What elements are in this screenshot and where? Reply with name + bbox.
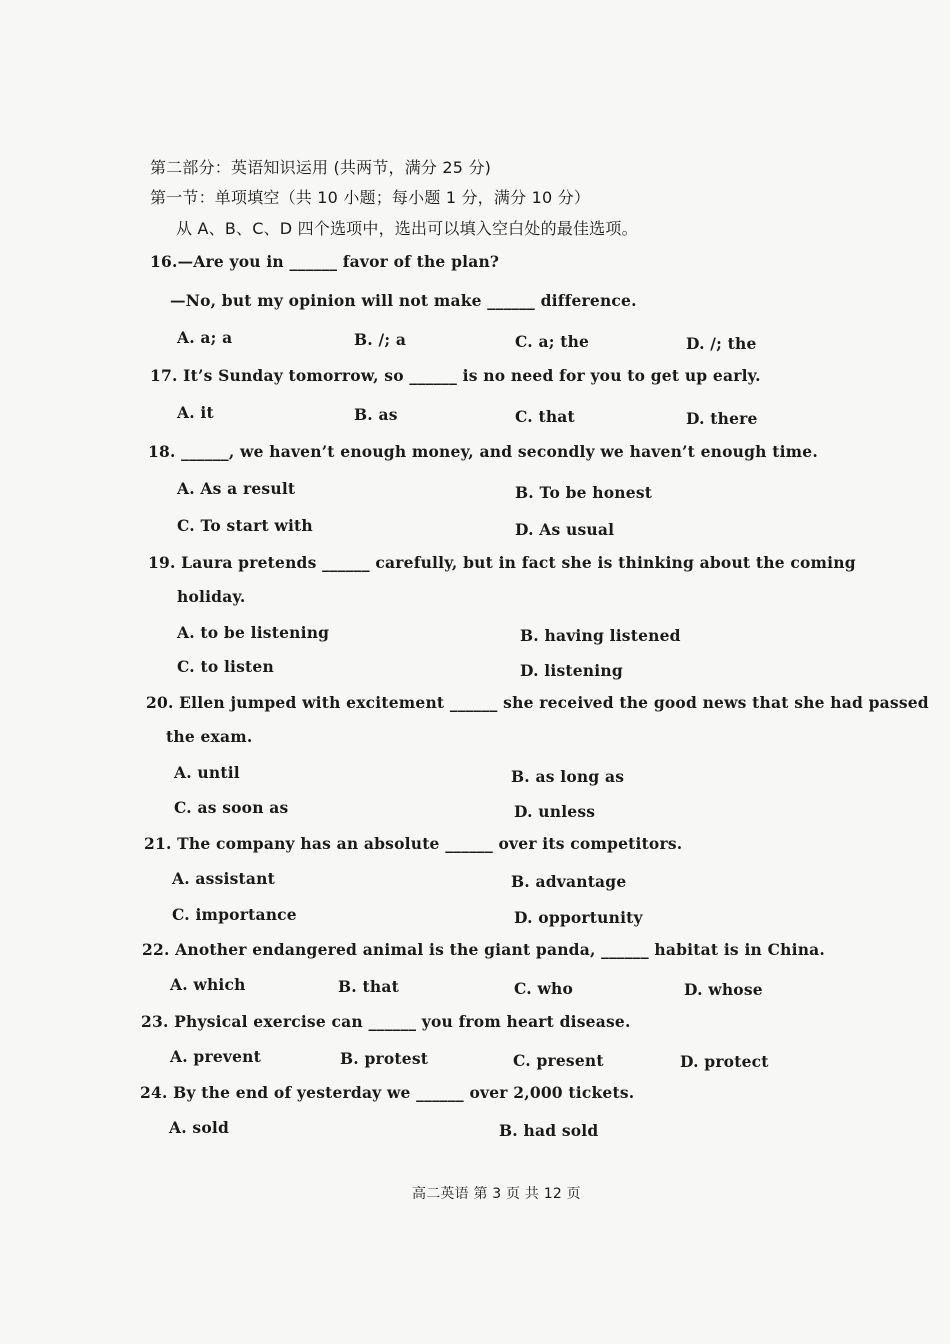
option-b: B. having listened	[520, 626, 681, 645]
option-b: B. had sold	[499, 1121, 599, 1140]
option-c: C. To start with	[177, 516, 313, 535]
option-b: B. that	[338, 977, 399, 996]
question-stem: 18. ______, we haven’t enough money, and secondly we haven’t enough time.	[148, 442, 818, 461]
option-c: C. that	[515, 407, 575, 426]
option-d: D. unless	[514, 802, 596, 821]
page-footer: 高二英语 第 3 页 共 12 页	[412, 1186, 581, 1202]
option-d: D. opportunity	[514, 908, 643, 927]
option-a: A. to be listening	[177, 623, 330, 642]
option-a: A. assistant	[172, 869, 275, 888]
option-c: C. who	[514, 979, 574, 998]
question-stem: 16.—Are you in ______ favor of the plan?	[150, 252, 500, 271]
option-a: A. sold	[169, 1118, 230, 1137]
option-a: A. until	[174, 763, 240, 782]
option-b: B. advantage	[511, 872, 627, 891]
option-d: D. there	[686, 409, 758, 428]
section-heading: 第一节：单项填空（共 10 小题；每小题 1 分，满分 10 分）	[150, 188, 591, 207]
question-stem: holiday.	[177, 587, 246, 606]
option-a: A. prevent	[170, 1047, 261, 1066]
question-stem: —No, but my opinion will not make ______ difference.	[170, 291, 637, 310]
question-stem: 22. Another endangered animal is the giant panda, ______ habitat is in China.	[142, 940, 825, 959]
option-d: D. As usual	[515, 520, 615, 539]
option-b: B. protest	[340, 1049, 429, 1068]
option-b: B. /; a	[354, 330, 407, 349]
option-b: B. To be honest	[515, 483, 653, 502]
question-stem: the exam.	[166, 727, 253, 746]
option-d: D. listening	[520, 661, 623, 680]
option-a: A. a; a	[177, 328, 233, 347]
question-stem: 17. It’s Sunday tomorrow, so ______ is no need for you to get up early.	[150, 366, 761, 385]
option-c: C. a; the	[515, 332, 590, 351]
option-b: B. as long as	[511, 767, 625, 786]
option-c: C. to listen	[177, 657, 274, 676]
option-a: A. As a result	[177, 479, 296, 498]
option-b: B. as	[354, 405, 398, 424]
option-c: C. importance	[172, 905, 297, 924]
question-stem: 20. Ellen jumped with excitement ______ she received the good news that she had passed	[146, 693, 929, 712]
option-a: A. it	[177, 403, 214, 422]
option-d: D. /; the	[686, 334, 757, 353]
question-stem: 21. The company has an absolute ______ over its competitors.	[144, 834, 683, 853]
part-heading: 第二部分：英语知识运用 (共两节，满分 25 分)	[150, 158, 492, 177]
option-d: D. whose	[684, 980, 763, 999]
question-stem: 19. Laura pretends ______ carefully, but in fact she is thinking about the coming	[148, 553, 856, 572]
option-a: A. which	[170, 975, 246, 994]
option-c: C. present	[513, 1051, 604, 1070]
option-d: D. protect	[680, 1052, 769, 1071]
instruction-text: 从 A、B、C、D 四个选项中，选出可以填入空白处的最佳选项。	[176, 219, 638, 238]
question-stem: 24. By the end of yesterday we ______ over 2,000 tickets.	[140, 1083, 635, 1102]
question-stem: 23. Physical exercise can ______ you from heart disease.	[141, 1012, 631, 1031]
option-c: C. as soon as	[174, 798, 289, 817]
